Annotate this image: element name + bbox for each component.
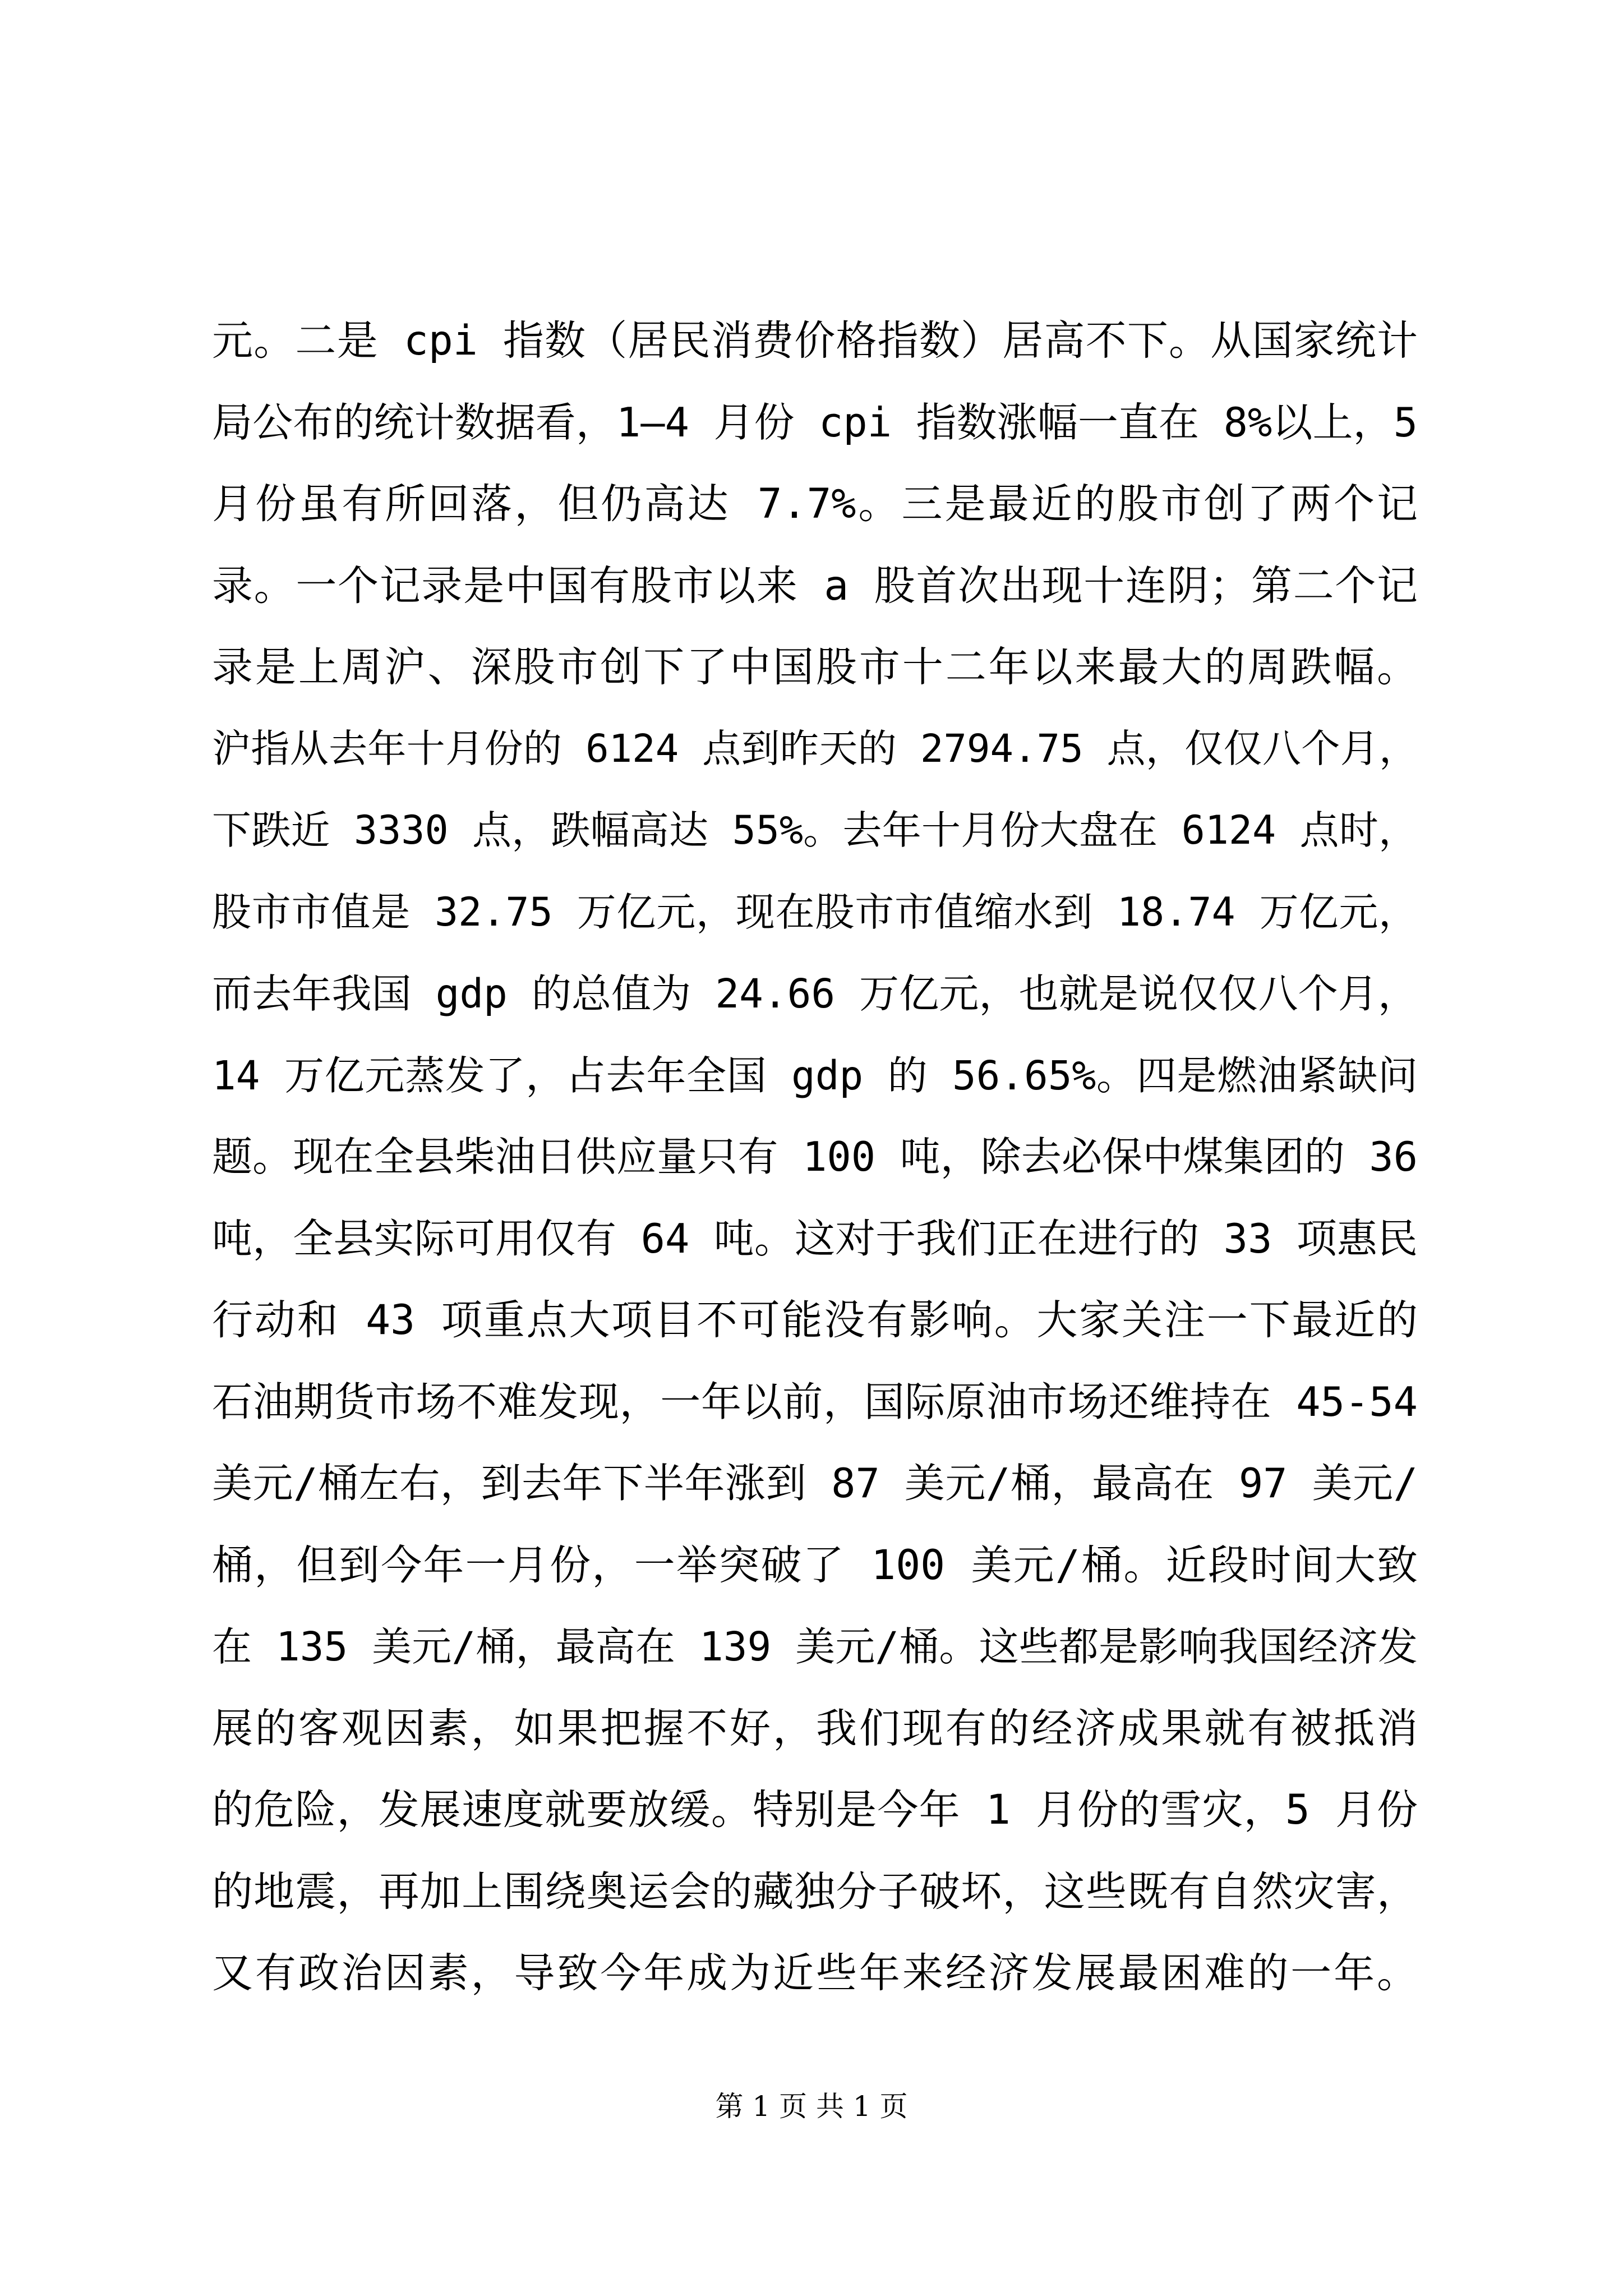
text-line: 石油期货市场不难发现，一年以前，国际原油市场还维持在 45-54	[212, 1378, 1418, 1425]
text-line: 月份虽有所回落，但仍高达 7.7%。三是最近的股市创了两个记	[212, 480, 1418, 528]
text-line: 的危险，发展速度就要放缓。特别是今年 1 月份的雪灾，5 月份	[212, 1786, 1418, 1834]
text-line: 的地震，再加上围绕奥运会的藏独分子破坏，这些既有自然灾害，	[212, 1867, 1418, 1916]
text-line: 在 135 美元/桶，最高在 139 美元/桶。这些都是影响我国经济发	[212, 1623, 1418, 1670]
text-line: 吨，全县实际可用仅有 64 吨。这对于我们正在进行的 33 项惠民	[212, 1214, 1418, 1262]
text-line: 展的客观因素，如果把握不好，我们现有的经济成果就有被抵消	[212, 1704, 1418, 1752]
text-line: 录是上周沪、深股市创下了中国股市十二年以来最大的周跌幅。	[212, 643, 1418, 691]
text-line: 而去年我国 gdp 的总值为 24.66 万亿元，也就是说仅仅八个月，	[212, 970, 1418, 1017]
text-line: 沪指从去年十月份的 6124 点到昨天的 2794.75 点，仅仅八个月，	[212, 726, 1418, 771]
page-number-footer: 第 1 页 共 1 页	[715, 2090, 908, 2123]
text-line: 元。二是 cpi 指数（居民消费价格指数）居高不下。从国家统计	[212, 317, 1418, 365]
text-line: 股市市值是 32.75 万亿元，现在股市市值缩水到 18.74 万亿元，	[212, 889, 1418, 935]
text-line: 录。一个记录是中国有股市以来 a 股首次出现十连阴；第二个记	[212, 562, 1418, 610]
text-line: 题。现在全县柴油日供应量只有 100 吨，除去必保中煤集团的 36	[212, 1133, 1418, 1180]
text-line: 下跌近 3330 点，跌幅高达 55%。去年十月份大盘在 6124 点时，	[212, 807, 1418, 853]
text-line: 局公布的统计数据看，1—4 月份 cpi 指数涨幅一直在 8%以上，5	[212, 398, 1418, 446]
text-line: 桶，但到今年一月份，一举突破了 100 美元/桶。近段时间大致	[212, 1541, 1418, 1589]
document-body	[212, 300, 1418, 2014]
text-line: 又有政治因素，导致今年成为近些年来经济发展最困难的一年。	[212, 1949, 1418, 1997]
text-line: 行动和 43 项重点大项目不可能没有影响。大家关注一下最近的	[212, 1296, 1418, 1344]
text-line: 14 万亿元蒸发了，占去年全国 gdp 的 56.65%。四是燃油紧缺问	[212, 1052, 1418, 1099]
text-line: 美元/桶左右，到去年下半年涨到 87 美元/桶，最高在 97 美元/	[212, 1460, 1418, 1507]
